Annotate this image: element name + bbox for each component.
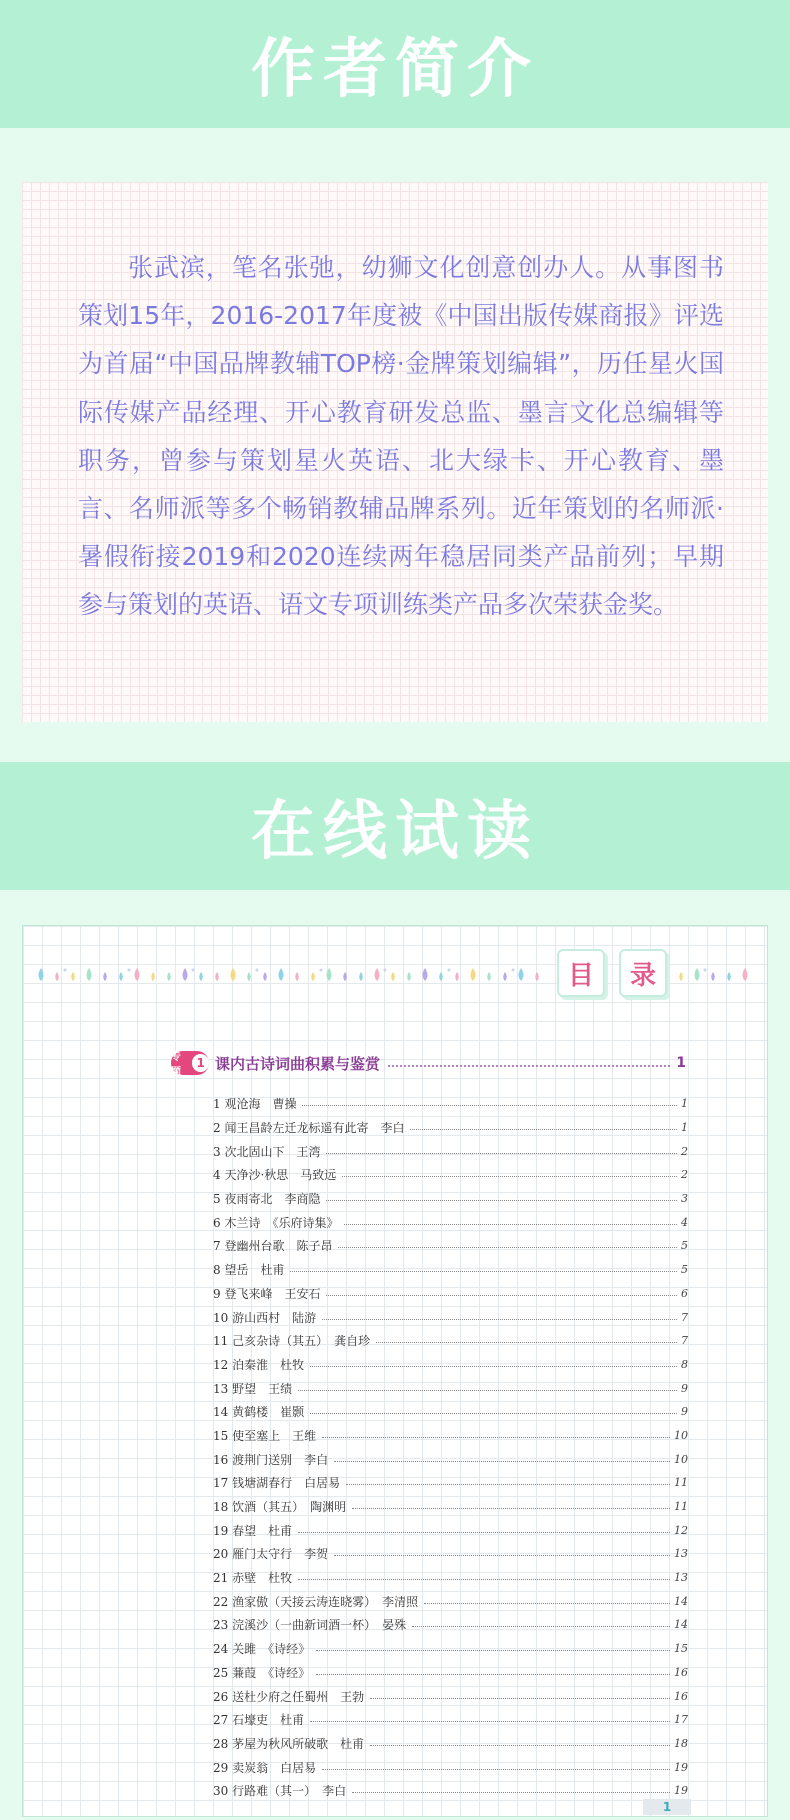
toc-entry-page: 5 (681, 1239, 688, 1253)
toc-leader-dots (334, 1555, 670, 1556)
toc-entry (213, 1755, 688, 1779)
section-badge (171, 1051, 209, 1078)
raindrop-shape (327, 968, 332, 981)
preview-page (22, 925, 768, 1817)
toc-entry-title: 20 雁门太守行 李贺 (213, 1547, 329, 1562)
toc-entry-page: 5 (681, 1263, 688, 1277)
toc-entry-title: 7 登幽州台歌 陈子昂 (213, 1239, 333, 1254)
section-badge-label: 专题 (171, 1052, 181, 1078)
toc-leader-dots (352, 1508, 670, 1509)
toc-entry (213, 1163, 688, 1187)
raindrop-shape (727, 972, 731, 981)
toc-entry (213, 1471, 688, 1495)
toc-entry-title: 28 茅屋为秋风所破歌 杜甫 (213, 1736, 365, 1751)
toc-leader-dots (412, 1626, 670, 1627)
raindrop-shape (679, 972, 683, 981)
toc-entry-title: 5 夜雨寄北 李商隐 (213, 1192, 321, 1207)
toc-entry (213, 1661, 688, 1685)
toc-entry-page: 13 (674, 1571, 688, 1585)
sparkle-dot (384, 969, 387, 972)
raindrop-shape (391, 972, 395, 981)
toc-entry-title: 17 钱塘湖春行 白居易 (213, 1476, 341, 1491)
raindrop-shape (55, 972, 59, 981)
sparkle-dot (320, 969, 323, 972)
toc-entry-page: 14 (674, 1594, 688, 1608)
toc-leader-dots (298, 1579, 670, 1580)
toc-entry-title: 9 登飞来峰 王安石 (213, 1286, 321, 1301)
toc-entry-title: 24 关雎 《诗经》 (213, 1642, 311, 1657)
section-page: 1 (676, 1055, 686, 1071)
toc-entry-page: 13 (674, 1547, 688, 1561)
toc-entry-page: 11 (674, 1500, 688, 1514)
toc-entry-page: 10 (674, 1428, 688, 1442)
sparkle-dot (128, 969, 131, 972)
raindrop-shape (311, 972, 315, 981)
toc-section-heading (171, 1048, 686, 1078)
toc-leader-dots (310, 1721, 670, 1722)
sparkle-dot (448, 969, 451, 972)
raindrop-shape (215, 972, 219, 981)
raindrop-shape (359, 972, 363, 981)
toc-entry (213, 1589, 688, 1613)
raindrop-shape (439, 972, 443, 981)
toc-entry-title: 16 渡荆门送别 李白 (213, 1452, 329, 1467)
toc-entry-page: 7 (681, 1334, 688, 1348)
toc-entry-title: 21 赤壁 杜牧 (213, 1571, 293, 1586)
toc-entry (213, 1566, 688, 1590)
raindrop-shape (375, 968, 380, 981)
toc-entry-page: 16 (674, 1665, 688, 1679)
catalog-title-char-2: 录 (619, 949, 667, 997)
toc-entry (213, 1210, 688, 1234)
preview-header-band (0, 762, 790, 890)
toc-entry (213, 1329, 688, 1353)
raindrop-shape (247, 972, 251, 981)
toc-entry-title: 11 己亥杂诗（其五） 龚自珍 (213, 1334, 371, 1349)
toc-entry-page: 9 (681, 1381, 688, 1395)
toc-leader-dots (370, 1698, 670, 1699)
raindrop-shape (135, 968, 140, 981)
sparkle-dot (64, 969, 67, 972)
toc-entry-title: 26 送杜少府之任蜀州 王勃 (213, 1689, 365, 1704)
toc-entry (213, 1542, 688, 1566)
preview-heading: 在线试读 (251, 795, 539, 869)
section-leader-dots (388, 1065, 670, 1067)
raindrop-shape (119, 972, 123, 981)
raindrop-shape (423, 968, 428, 981)
catalog-title-char-1: 目 (557, 949, 605, 997)
toc-entry-title: 22 渔家傲（天接云涛连晓雾） 李清照 (213, 1594, 419, 1609)
author-intro-paragraph: 张武滨，笔名张弛，幼狮文化创意创办人。从事图书策划15年，2016-2017年度被《中国出版传媒商报》评选为首届“中国品牌教辅TOP榜·金牌策划编辑”，历任星火国际传媒产品经理、开心教育研发总监、墨言文化总编辑等职务，曾参与策划星火英语、北大绿卡、开心教育、墨言、名师派等多个畅销教辅品牌系列。近年策划的名师派·暑假衔接2019和2020连续两年稳居同类产品前列；早期参与策划的英语、语文专项训练类产品多次荣获金奖。 (78, 253, 724, 620)
toc-leader-dots (310, 1366, 677, 1367)
toc-entry-title: 23 浣溪沙（一曲新词酒一杯） 晏殊 (213, 1618, 407, 1633)
toc-leader-dots (344, 1224, 677, 1225)
toc-entry (213, 1187, 688, 1211)
raindrop-shape (407, 972, 411, 981)
toc-leader-dots (298, 1390, 677, 1391)
raindrop-shape (87, 968, 92, 981)
toc-leader-dots (410, 1129, 677, 1130)
toc-entry-page: 16 (674, 1689, 688, 1703)
raindrop-shape (743, 968, 748, 981)
toc-entry (213, 1376, 688, 1400)
toc-entry-title: 4 天净沙·秋思 马致远 (213, 1168, 337, 1183)
toc-entry-page: 14 (674, 1618, 688, 1632)
toc-entry-title: 13 野望 王绩 (213, 1381, 293, 1396)
raindrop-shape (519, 968, 524, 981)
toc-leader-dots (352, 1792, 670, 1793)
toc-leader-dots (326, 1153, 677, 1154)
toc-entry-page: 17 (674, 1713, 688, 1727)
toc-entry-page: 7 (681, 1310, 688, 1324)
raindrop-shape (199, 972, 203, 981)
toc-entry (213, 1708, 688, 1732)
toc-entry-title: 15 使至塞上 王维 (213, 1428, 317, 1443)
raindrop-shape (343, 972, 347, 981)
toc-entry-page: 12 (674, 1523, 688, 1537)
toc-leader-dots (316, 1650, 670, 1651)
raindrop-shape (295, 972, 299, 981)
toc-entry-page: 2 (681, 1144, 688, 1158)
toc-list (213, 1092, 688, 1803)
toc-leader-dots (322, 1319, 677, 1320)
toc-entry (213, 1305, 688, 1329)
toc-entry (213, 1424, 688, 1448)
toc-entry (213, 1637, 688, 1661)
sparkle-dot (192, 969, 195, 972)
toc-leader-dots (334, 1461, 670, 1462)
raindrop-shape (471, 968, 476, 981)
intro-heading: 作者简介 (251, 33, 539, 107)
toc-leader-dots (310, 1413, 677, 1414)
toc-entry (213, 1282, 688, 1306)
toc-entry (213, 1732, 688, 1756)
toc-leader-dots (424, 1603, 670, 1604)
toc-entry-page: 6 (681, 1286, 688, 1300)
toc-entry-title: 10 游山西村 陆游 (213, 1310, 317, 1325)
sparkle-dot (512, 969, 515, 972)
toc-entry-page: 18 (674, 1736, 688, 1750)
toc-entry-title: 25 蒹葭 《诗经》 (213, 1665, 311, 1680)
toc-entry (213, 1234, 688, 1258)
toc-entry (213, 1258, 688, 1282)
toc-leader-dots (338, 1247, 677, 1248)
toc-leader-dots (346, 1484, 670, 1485)
toc-entry (213, 1353, 688, 1377)
toc-entry (213, 1779, 688, 1803)
toc-entry-title: 19 春望 杜甫 (213, 1523, 293, 1538)
toc-entry-page: 11 (674, 1476, 688, 1490)
toc-entry-title: 3 次北固山下 王湾 (213, 1144, 321, 1159)
toc-entry (213, 1139, 688, 1163)
raindrop-shape (167, 972, 171, 981)
sparkle-dot (704, 969, 707, 972)
raindrop-shape (183, 968, 188, 981)
raindrop-shape (487, 972, 491, 981)
raindrop-shape (279, 968, 284, 981)
raindrop-shape (503, 972, 507, 981)
toc-entry-page: 4 (681, 1215, 688, 1229)
raindrop-shape (231, 968, 236, 981)
toc-entry-page: 15 (674, 1642, 688, 1656)
toc-entry-page: 9 (681, 1405, 688, 1419)
toc-entry-page: 10 (674, 1452, 688, 1466)
raindrop-shape (39, 968, 44, 981)
toc-entry (213, 1447, 688, 1471)
raindrop-shape (71, 972, 75, 981)
toc-entry-title: 27 石壕吏 杜甫 (213, 1713, 305, 1728)
page-number: 1 (643, 1799, 691, 1815)
toc-entry (213, 1092, 688, 1116)
toc-leader-dots (370, 1745, 670, 1746)
toc-entry (213, 1613, 688, 1637)
raindrop-shape (455, 972, 459, 981)
raindrop-shape (263, 972, 267, 981)
raindrop-shape (535, 972, 539, 981)
toc-leader-dots (322, 1769, 670, 1770)
toc-entry (213, 1400, 688, 1424)
toc-entry-title: 29 卖炭翁 白居易 (213, 1760, 317, 1775)
raindrop-shape (151, 972, 155, 981)
section-title: 课内古诗词曲积累与鉴赏 (215, 1054, 381, 1073)
section-badge-number: 1 (192, 1054, 209, 1072)
toc-leader-dots (302, 1105, 677, 1106)
toc-entry-title: 14 黄鹤楼 崔颢 (213, 1405, 305, 1420)
toc-leader-dots (342, 1176, 677, 1177)
toc-entry-page: 2 (681, 1168, 688, 1182)
toc-entry-title: 18 饮酒（其五） 陶渊明 (213, 1500, 347, 1515)
intro-header-band (0, 0, 790, 128)
toc-entry-title: 2 闻王昌龄左迁龙标遥有此寄 李白 (213, 1121, 405, 1136)
toc-leader-dots (322, 1437, 670, 1438)
toc-entry-page: 1 (681, 1097, 688, 1111)
toc-entry-title: 8 望岳 杜甫 (213, 1263, 285, 1278)
toc-leader-dots (326, 1200, 677, 1201)
toc-entry (213, 1116, 688, 1140)
raindrop-shape (695, 968, 700, 981)
toc-leader-dots (326, 1295, 677, 1296)
author-intro-card (22, 182, 768, 722)
raindrop-shape (711, 972, 715, 981)
toc-entry (213, 1495, 688, 1519)
toc-entry (213, 1518, 688, 1542)
toc-entry-page: 19 (674, 1784, 688, 1798)
toc-entry (213, 1684, 688, 1708)
toc-entry-page: 19 (674, 1760, 688, 1774)
toc-entry-page: 1 (681, 1121, 688, 1135)
toc-entry-page: 8 (681, 1357, 688, 1371)
toc-leader-dots (290, 1271, 677, 1272)
toc-entry-title: 30 行路难（其一） 李白 (213, 1784, 347, 1799)
raindrop-shape (103, 972, 107, 981)
toc-entry-title: 12 泊秦淮 杜牧 (213, 1357, 305, 1372)
toc-leader-dots (298, 1532, 670, 1533)
sparkle-dot (256, 969, 259, 972)
toc-leader-dots (316, 1674, 670, 1675)
toc-entry-title: 6 木兰诗 《乐府诗集》 (213, 1215, 339, 1230)
toc-entry-title: 1 观沧海 曹操 (213, 1097, 297, 1112)
toc-leader-dots (376, 1342, 677, 1343)
toc-entry-page: 3 (681, 1192, 688, 1206)
